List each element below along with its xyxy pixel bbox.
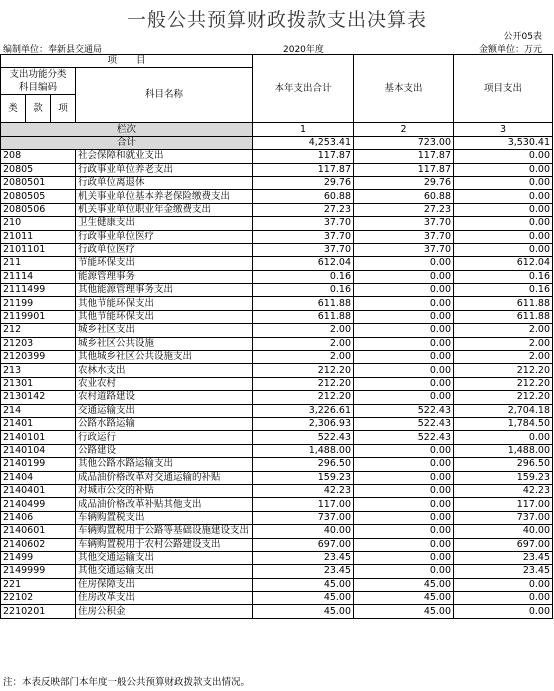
row-basic: 0.00 [354,538,454,551]
table-row [1,176,553,189]
table-row [1,484,553,497]
header-function-code: 支出功能分类 科目编码 [1,68,76,95]
table-row [1,284,553,297]
row-total: 37.70 [253,217,354,230]
row-basic: 60.88 [354,190,454,203]
row-total: 3,226.61 [253,404,354,417]
expenditure-table [0,54,553,619]
row-code: 2140101 [1,431,76,444]
row-subject-name: 其他城乡社区公共设施支出 [76,351,253,364]
row-project: 0.00 [454,605,553,618]
row-project: 0.00 [454,150,553,163]
table-row [1,337,553,350]
header-project-column: 项目支出 [454,55,553,123]
row-code: 2140199 [1,458,76,471]
row-code: 2140499 [1,498,76,511]
header-kuan: 款 [26,95,51,123]
row-project: 611.88 [454,310,553,323]
row-total: 522.43 [253,431,354,444]
row-total: 45.00 [253,578,354,591]
row-basic: 0.00 [354,498,454,511]
row-total: 2.00 [253,351,354,364]
row-heji-label: 合计 [1,136,253,149]
row-code: 211 [1,257,76,270]
row-code: 2111499 [1,284,76,297]
row-total: 117.87 [253,163,354,176]
row-total: 37.70 [253,243,354,256]
header-total-column: 本年支出合计 [253,55,354,123]
row-code: 2080501 [1,176,76,189]
table-row [1,538,553,551]
row-total: 612.04 [253,257,354,270]
row-subject-name: 其他节能环保支出 [76,310,253,323]
row-subject-name: 城乡社区公共设施 [76,337,253,350]
row-code: 2140602 [1,538,76,551]
row-code: 21404 [1,471,76,484]
row-subject-name: 其他节能环保支出 [76,297,253,310]
report-title: 一般公共预算财政拨款支出决算表 [126,9,427,31]
row-code: 213 [1,364,76,377]
row-basic: 0.00 [354,284,454,297]
compiling-unit: 编制单位：奉新县交通局 [3,45,103,55]
table-row [1,243,553,256]
row-total: 2.00 [253,337,354,350]
row-code: 208 [1,150,76,163]
row-project: 40.00 [454,525,553,538]
row-basic: 0.00 [354,551,454,564]
row-project: 0.16 [454,270,553,283]
row-project: 0.00 [454,230,553,243]
row-basic: 45.00 [354,605,454,618]
row-total: 212.20 [253,377,354,390]
row-basic: 0.00 [354,337,454,350]
lanci-3: 3 [454,123,553,136]
row-code: 2140601 [1,525,76,538]
row-subject-name: 机关事业单位基本养老保险缴费支出 [76,190,253,203]
row-total: 45.00 [253,592,354,605]
row-code: 214 [1,404,76,417]
table-row [1,417,553,430]
row-subject-name: 公路建设 [76,444,253,457]
row-subject-name: 其他公路水路运输支出 [76,458,253,471]
table-row [1,592,553,605]
header-xiangmu: 项 目 [1,55,253,68]
table-row [1,150,553,163]
row-code: 21199 [1,297,76,310]
row-code: 2080505 [1,190,76,203]
row-basic: 0.00 [354,471,454,484]
row-subject-name: 住房改革支出 [76,592,253,605]
row-total: 697.00 [253,538,354,551]
lanci-1: 1 [253,123,354,136]
row-basic: 522.43 [354,431,454,444]
row-total: 42.23 [253,484,354,497]
table-row [1,163,553,176]
row-project: 612.04 [454,257,553,270]
row-total: 29.76 [253,176,354,189]
row-total: 40.00 [253,525,354,538]
row-total: 117.87 [253,150,354,163]
table-note: 注：本表反映部门本年度一般公共预算财政拨款支出情况。 [3,677,251,688]
heji-basic: 723.00 [354,136,454,149]
row-total: 611.88 [253,297,354,310]
row-code: 2149999 [1,565,76,578]
row-code: 21401 [1,417,76,430]
row-project: 212.20 [454,364,553,377]
row-subject-name: 农林水支出 [76,364,253,377]
row-basic: 117.87 [354,150,454,163]
row-project: 0.00 [454,217,553,230]
row-total: 0.16 [253,284,354,297]
row-subject-name: 行政事业单位养老支出 [76,163,253,176]
table-row [1,230,553,243]
row-project: 0.00 [454,203,553,216]
row-project: 0.00 [454,578,553,591]
row-total: 0.16 [253,270,354,283]
row-code: 2140104 [1,444,76,457]
row-project: 0.00 [454,592,553,605]
table-row [1,391,553,404]
table-row [1,351,553,364]
row-subject-name: 农村道路建设 [76,391,253,404]
row-code: 2130142 [1,391,76,404]
row-subject-name: 行政单位医疗 [76,243,253,256]
table-row [1,190,553,203]
row-subject-name: 行政事业单位医疗 [76,230,253,243]
row-subject-name: 其他交通运输支出 [76,565,253,578]
row-project: 159.23 [454,471,553,484]
row-subject-name: 农业农村 [76,377,253,390]
table-row [1,203,553,216]
row-basic: 37.70 [354,230,454,243]
table-row [1,270,553,283]
row-subject-name: 车辆购置税用于公路等基础设施建设支出 [76,525,253,538]
row-code: 2120399 [1,351,76,364]
row-basic: 45.00 [354,592,454,605]
row-basic: 0.00 [354,458,454,471]
row-subject-name: 成品油价格改革补贴其他支出 [76,498,253,511]
table-row [1,257,553,270]
row-project: 2,704.18 [454,404,553,417]
row-code: 22102 [1,592,76,605]
row-basic: 0.00 [354,565,454,578]
row-project: 0.00 [454,176,553,189]
row-code: 21406 [1,511,76,524]
row-code: 2119901 [1,310,76,323]
row-total: 1,488.00 [253,444,354,457]
lanci-2: 2 [354,123,454,136]
row-basic: 0.00 [354,351,454,364]
row-project: 2.00 [454,324,553,337]
row-project: 0.00 [454,431,553,444]
row-subject-name: 公路水路运输 [76,417,253,430]
row-total: 212.20 [253,391,354,404]
table-row [1,511,553,524]
row-total: 2,306.93 [253,417,354,430]
row-total: 159.23 [253,471,354,484]
row-total: 737.00 [253,511,354,524]
row-subject-name: 能源管理事务 [76,270,253,283]
row-subject-name: 节能环保支出 [76,257,253,270]
row-project: 0.16 [454,284,553,297]
row-total: 27.23 [253,203,354,216]
row-basic: 117.87 [354,163,454,176]
row-code: 221 [1,578,76,591]
amount-unit: 金额单位：万元 [478,45,542,55]
table-row [1,404,553,417]
row-code: 2101101 [1,243,76,256]
row-subject-name: 车辆购置税支出 [76,511,253,524]
row-subject-name: 卫生健康支出 [76,217,253,230]
row-code: 2210201 [1,605,76,618]
row-basic: 522.43 [354,404,454,417]
row-basic: 0.00 [354,324,454,337]
row-basic: 0.00 [354,257,454,270]
row-project: 697.00 [454,538,553,551]
row-subject-name: 其他交通运输支出 [76,551,253,564]
table-row [1,458,553,471]
row-total: 212.20 [253,364,354,377]
row-total: 2.00 [253,324,354,337]
report-year: 2020年度 [283,45,324,55]
row-basic: 0.00 [354,310,454,323]
row-basic: 522.43 [354,417,454,430]
row-subject-name: 其他能源管理事务支出 [76,284,253,297]
row-project: 212.20 [454,391,553,404]
row-basic: 0.00 [354,364,454,377]
header-subject-name: 科目名称 [76,68,253,123]
row-project: 611.88 [454,297,553,310]
row-project: 23.45 [454,565,553,578]
row-code: 21203 [1,337,76,350]
row-subject-name: 车辆购置税用于农村公路建设支出 [76,538,253,551]
row-basic: 0.00 [354,484,454,497]
row-code: 21011 [1,230,76,243]
row-total: 611.88 [253,310,354,323]
table-row [1,297,553,310]
row-total: 60.88 [253,190,354,203]
row-basic: 0.00 [354,511,454,524]
row-total: 45.00 [253,605,354,618]
table-row [1,565,553,578]
row-code: 2140401 [1,484,76,497]
row-code: 21301 [1,377,76,390]
row-code: 2080506 [1,203,76,216]
heji-total: 4,253.41 [253,136,354,149]
row-basic: 27.23 [354,203,454,216]
form-number: 公开05表 [503,32,542,42]
row-basic: 37.70 [354,243,454,256]
row-subject-name: 成品油价格改革对交通运输的补贴 [76,471,253,484]
header-basic-column: 基本支出 [354,55,454,123]
table-row [1,431,553,444]
row-lanci-label: 栏次 [1,123,253,136]
row-project: 1,488.00 [454,444,553,457]
table-row [1,444,553,457]
row-basic: 0.00 [354,270,454,283]
row-project: 296.50 [454,458,553,471]
row-project: 117.00 [454,498,553,511]
row-project: 2.00 [454,351,553,364]
row-subject-name: 对城市公交的补贴 [76,484,253,497]
row-basic: 0.00 [354,297,454,310]
header-lei: 类 [1,95,26,123]
table-row [1,551,553,564]
row-basic: 0.00 [354,525,454,538]
row-basic: 0.00 [354,444,454,457]
row-code: 20805 [1,163,76,176]
table-row [1,310,553,323]
row-project: 23.45 [454,551,553,564]
row-basic: 0.00 [354,377,454,390]
table-row [1,217,553,230]
row-subject-name: 交通运输支出 [76,404,253,417]
row-subject-name: 机关事业单位职业年金缴费支出 [76,203,253,216]
row-basic: 29.76 [354,176,454,189]
row-code: 21114 [1,270,76,283]
header-xiang: 项 [51,95,76,123]
row-project: 42.23 [454,484,553,497]
row-basic: 45.00 [354,578,454,591]
table-row [1,364,553,377]
row-subject-name: 行政单位离退休 [76,176,253,189]
row-project: 737.00 [454,511,553,524]
row-code: 210 [1,217,76,230]
row-basic: 0.00 [354,391,454,404]
row-total: 117.00 [253,498,354,511]
row-project: 0.00 [454,190,553,203]
row-subject-name: 住房保障支出 [76,578,253,591]
row-project: 212.20 [454,377,553,390]
row-subject-name: 行政运行 [76,431,253,444]
row-total: 37.70 [253,230,354,243]
row-project: 2.00 [454,337,553,350]
row-total: 296.50 [253,458,354,471]
table-row [1,498,553,511]
heji-project: 3,530.41 [454,136,553,149]
row-project: 0.00 [454,243,553,256]
table-row [1,377,553,390]
table-row [1,471,553,484]
row-project: 0.00 [454,163,553,176]
table-row [1,525,553,538]
table-row [1,605,553,618]
table-row [1,324,553,337]
row-subject-name: 社会保障和就业支出 [76,150,253,163]
row-total: 23.45 [253,565,354,578]
row-code: 21499 [1,551,76,564]
row-project: 1,784.50 [454,417,553,430]
row-total: 23.45 [253,551,354,564]
row-code: 212 [1,324,76,337]
table-row [1,578,553,591]
row-subject-name: 住房公积金 [76,605,253,618]
row-basic: 37.70 [354,217,454,230]
row-subject-name: 城乡社区支出 [76,324,253,337]
